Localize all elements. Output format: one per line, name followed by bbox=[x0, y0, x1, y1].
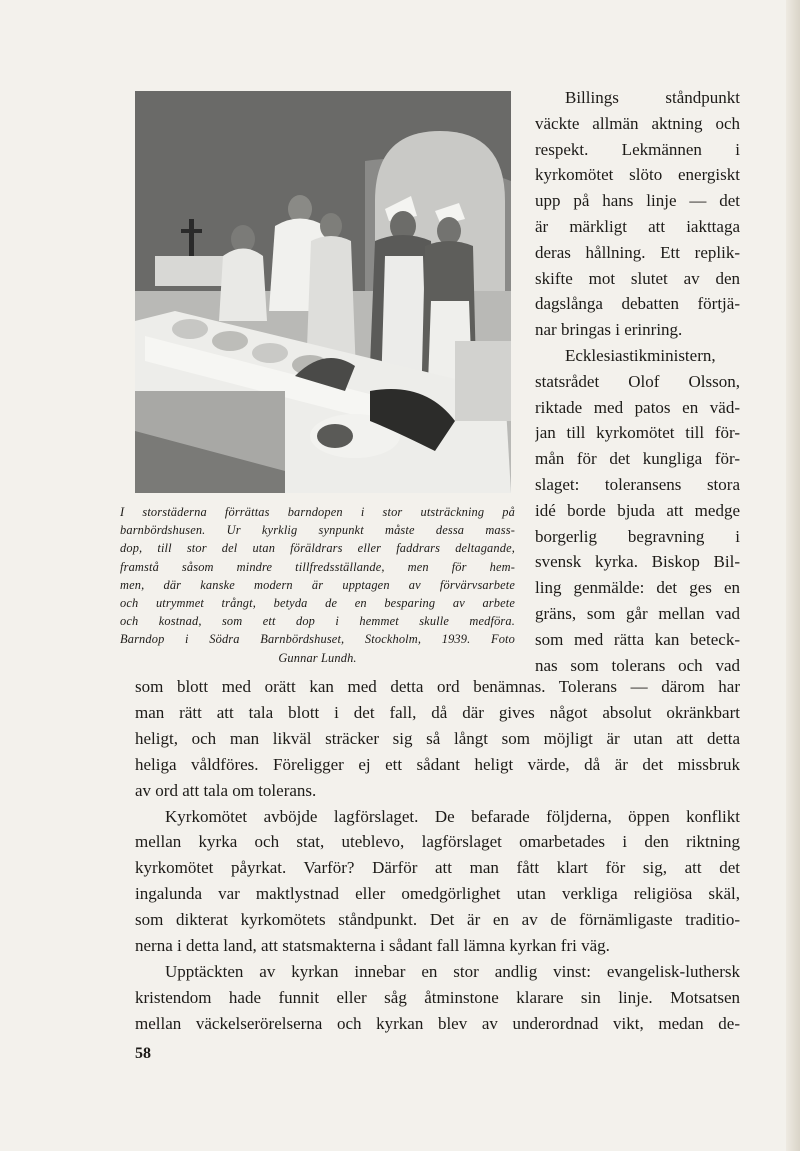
body-text bbox=[135, 674, 740, 1037]
caption-line: I storstäderna förrättas barndopen i stor utsträckning på bbox=[120, 505, 515, 519]
text-line: heliga våldföres. Föreligger ej ett sådant heligt värde, då är det missbruk bbox=[135, 754, 740, 774]
text-line: mån för det kungliga för- bbox=[535, 449, 740, 469]
text-line: nas som tolerans och vad bbox=[535, 655, 740, 675]
caption-line: Barndop i Södra Barnbördshuset, Stockholm, 1939. Foto bbox=[120, 632, 515, 647]
text-line: respekt. Lekmännen i bbox=[535, 139, 740, 159]
text-line: som blott med orätt kan med detta ord benämnas. Tolerans — därom har bbox=[135, 677, 740, 696]
text-line: statsrådet Olof Olsson, bbox=[535, 371, 740, 391]
text-line: Billings ståndpunkt bbox=[565, 88, 740, 107]
page-number: 58 bbox=[135, 1045, 151, 1062]
text-line: gräns, som går mellan vad bbox=[535, 603, 740, 623]
right-text-column bbox=[535, 85, 740, 678]
text-line: slaget: toleransens stora bbox=[535, 474, 740, 494]
text-line: idé borde bjuda att medge bbox=[535, 500, 740, 520]
caption-line: Gunnar Lundh. bbox=[278, 650, 357, 665]
caption-line: men, där kanske modern är upptagen av förvärvsarbete bbox=[120, 577, 515, 592]
text-line: kristendom hade funnit eller såg åtminstone klarare sin linje. Motsatsen bbox=[135, 987, 740, 1007]
page-edge bbox=[786, 0, 800, 1151]
text-line: Upptäckten av kyrkan innebar en stor andlig vinst: evangelisk-luthersk bbox=[165, 961, 740, 981]
photograph bbox=[135, 91, 511, 493]
text-line: kyrkomötet påyrkat. Varför? Därför att man fått klart för sig, att det bbox=[135, 858, 740, 878]
text-line: man rätt att tala blott i det fall, då där gives något absolut okränkbart bbox=[135, 702, 740, 722]
caption-line: barnbördshusen. Ur kyrklig synpunkt måste dessa mass- bbox=[120, 523, 515, 538]
text-line: riktade med patos en väd- bbox=[535, 397, 740, 417]
text-line: deras hållning. Ett replik- bbox=[535, 242, 740, 262]
text-line: skifte mot slutet av den bbox=[535, 268, 740, 288]
text-line: mellan väckelserörelserna och kyrkan blev av underordnad vikt, medan de- bbox=[135, 1013, 740, 1033]
text-line: ingalunda var maktlystnad eller omedgörlighet utan verkliga religiösa skäl, bbox=[135, 884, 740, 904]
caption-line: och utrymmet trångt, betyda de en besparing av arbete bbox=[120, 596, 515, 611]
text-line: upp på hans linje — det bbox=[535, 191, 740, 211]
photograph-nursery-baptism-icon bbox=[135, 91, 511, 493]
text-line: är märkligt att iakttaga bbox=[535, 216, 740, 236]
text-line: mellan kyrka och stat, uteblevo, lagförslaget omarbetades i den riktning bbox=[135, 832, 740, 852]
text-line: av ord att tala om tolerans. bbox=[135, 780, 317, 800]
text-line: Kyrkomötet avböjde lagförslaget. De befarade följderna, öppen konflikt bbox=[165, 806, 740, 826]
photo-caption bbox=[120, 503, 515, 667]
text-line: jan till kyrkomötet till för- bbox=[535, 423, 740, 443]
text-line: som dikterat kyrkomötets ståndpunkt. Det är en av de förnämligaste traditio- bbox=[135, 910, 740, 930]
text-line: dagslånga debatten förtjä- bbox=[535, 294, 740, 314]
text-line: svensk kyrka. Biskop Bil- bbox=[535, 552, 740, 572]
text-line: Ecklesiastikministern, bbox=[565, 345, 716, 365]
text-line: borgerlig begravning i bbox=[535, 526, 740, 546]
text-line: nar bringas i erinring. bbox=[535, 320, 683, 340]
text-line: som med rätta kan beteck- bbox=[535, 629, 740, 649]
text-line: ling genmälde: det ges en bbox=[535, 578, 740, 598]
caption-line: dop, till stor del utan föräldrars eller faddrars deltagande, bbox=[120, 541, 515, 556]
caption-line: framstå såsom mindre tillfredsställande, men för hem- bbox=[120, 559, 515, 574]
text-line: väckte allmän aktning och bbox=[535, 113, 740, 133]
text-line: kyrkomötet slöto energiskt bbox=[535, 165, 740, 185]
text-line: nerna i detta land, att statsmakterna i sådant fall lämna kyrkan fri väg. bbox=[135, 936, 610, 956]
text-line: heligt, och man likväl sträcker sig så långt som möjligt är utan att detta bbox=[135, 728, 740, 748]
caption-line: och kostnad, som ett dop i hemmet skulle medföra. bbox=[120, 614, 515, 629]
